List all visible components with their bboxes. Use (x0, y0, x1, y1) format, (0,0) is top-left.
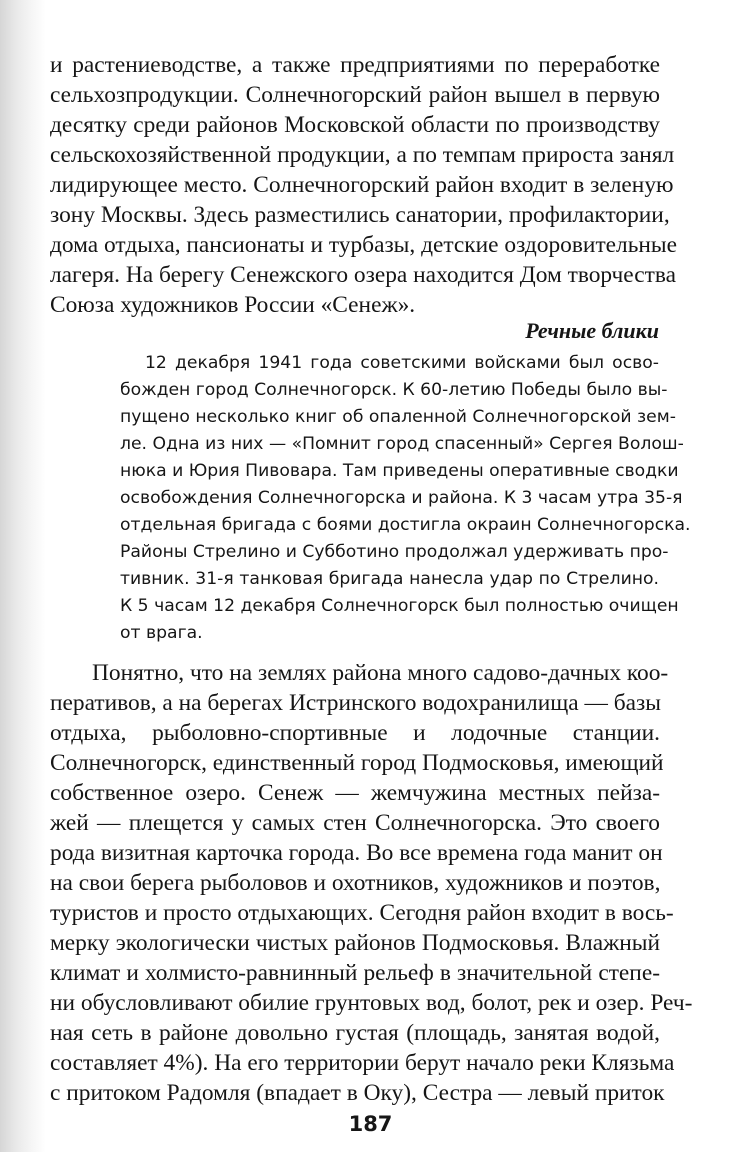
inset-line: освобождения Солнечногорска и района. К 3 часам утра 35-я (120, 488, 683, 508)
inset-line: Районы Стрелино и Субботино продолжал удерживать про- (120, 542, 669, 562)
inset-line: божден город Солнечногорск. К 60-летию Победы было вы- (120, 380, 668, 400)
text-line: на свои берега рыболовов и охотников, художников и поэтов, (50, 870, 661, 896)
text-line: Союза художников России «Сенеж». (50, 292, 416, 318)
inset-line: пущено несколько книг об опаленной Солнечногорской зем- (120, 407, 676, 427)
text-line: ная сеть в районе довольно густая (площадь, занятая водой, (50, 1020, 660, 1046)
text-line: жей — плещется у самых стен Солнечногорска. Это своего (50, 810, 660, 836)
inset-line: тивник. 31-я танковая бригада нанесла удар по Стрелино. (120, 569, 659, 589)
text-line: рода визитная карточка города. Во все времена года манит он (50, 840, 663, 866)
text-line: десятку среди районов Московской области по производству (50, 112, 660, 138)
text-line: дома отдыха, пансионаты и турбазы, детские оздоровительные (50, 232, 678, 258)
inset-line: от врага. (120, 623, 203, 643)
text-line: с притоком Радомля (впадает в Оку), Сестра — левый приток (50, 1080, 665, 1106)
text-line: ни обусловливают обилие грунтовых вод, болот, рек и озер. Реч- (50, 990, 693, 1016)
text-line: туристов и просто отдыхающих. Сегодня район входит в вось- (50, 900, 674, 926)
text-line: лагеря. На берегу Сенежского озера находится Дом творчества (50, 262, 676, 288)
text-line: отдыха, рыболовно-спортивные и лодочные станции. (50, 720, 660, 746)
inset-heading: Речные блики (525, 318, 659, 343)
inset-line: ле. Одна из них — «Помнит город спасенный» Сергея Волош- (120, 434, 684, 454)
text-line: лидирующее место. Солнечногорский район входит в зеленую (50, 172, 674, 198)
text-line: собственное озеро. Сенеж — жемчужина местных пейза- (50, 780, 660, 806)
text-line: Понятно, что на землях района много садово-дачных коо- (92, 660, 669, 686)
inset-line: нюка и Юрия Пивовара. Там приведены оперативные сводки (120, 461, 679, 481)
text-line: зону Москвы. Здесь разместились санатории, профилактории, (50, 202, 670, 228)
text-line: составляет 4%). На его территории берут начало реки Клязьма (50, 1050, 675, 1076)
text-line: сельскохозяйственной продукции, а по темпам прироста занял (50, 142, 675, 168)
scan-shadow-edge (0, 0, 46, 1152)
page-number: 187 (348, 1112, 393, 1136)
text-line: климат и холмисто-равнинный рельеф в значительной степе- (50, 960, 660, 986)
text-line: мерку экологически чистых районов Подмосковья. Влажный (50, 930, 660, 956)
text-line: Солнечногорск, единственный город Подмосковья, имеющий (50, 750, 664, 776)
inset-line: 12 декабря 1941 года советскими войсками был осво- (145, 353, 659, 373)
text-line: и растениеводстве, а также предприятиями по переработке (50, 52, 660, 78)
text-line: сельхозпродукции. Солнечногорский район вышел в первую (50, 82, 660, 108)
inset-line: отдельная бригада с боями достигла окраин Солнечногорска. (120, 515, 691, 535)
text-line: перативов, а на берегах Истринского водохранилища — базы (50, 690, 661, 716)
inset-line: К 5 часам 12 декабря Солнечногорск был полностью очищен (120, 596, 679, 616)
